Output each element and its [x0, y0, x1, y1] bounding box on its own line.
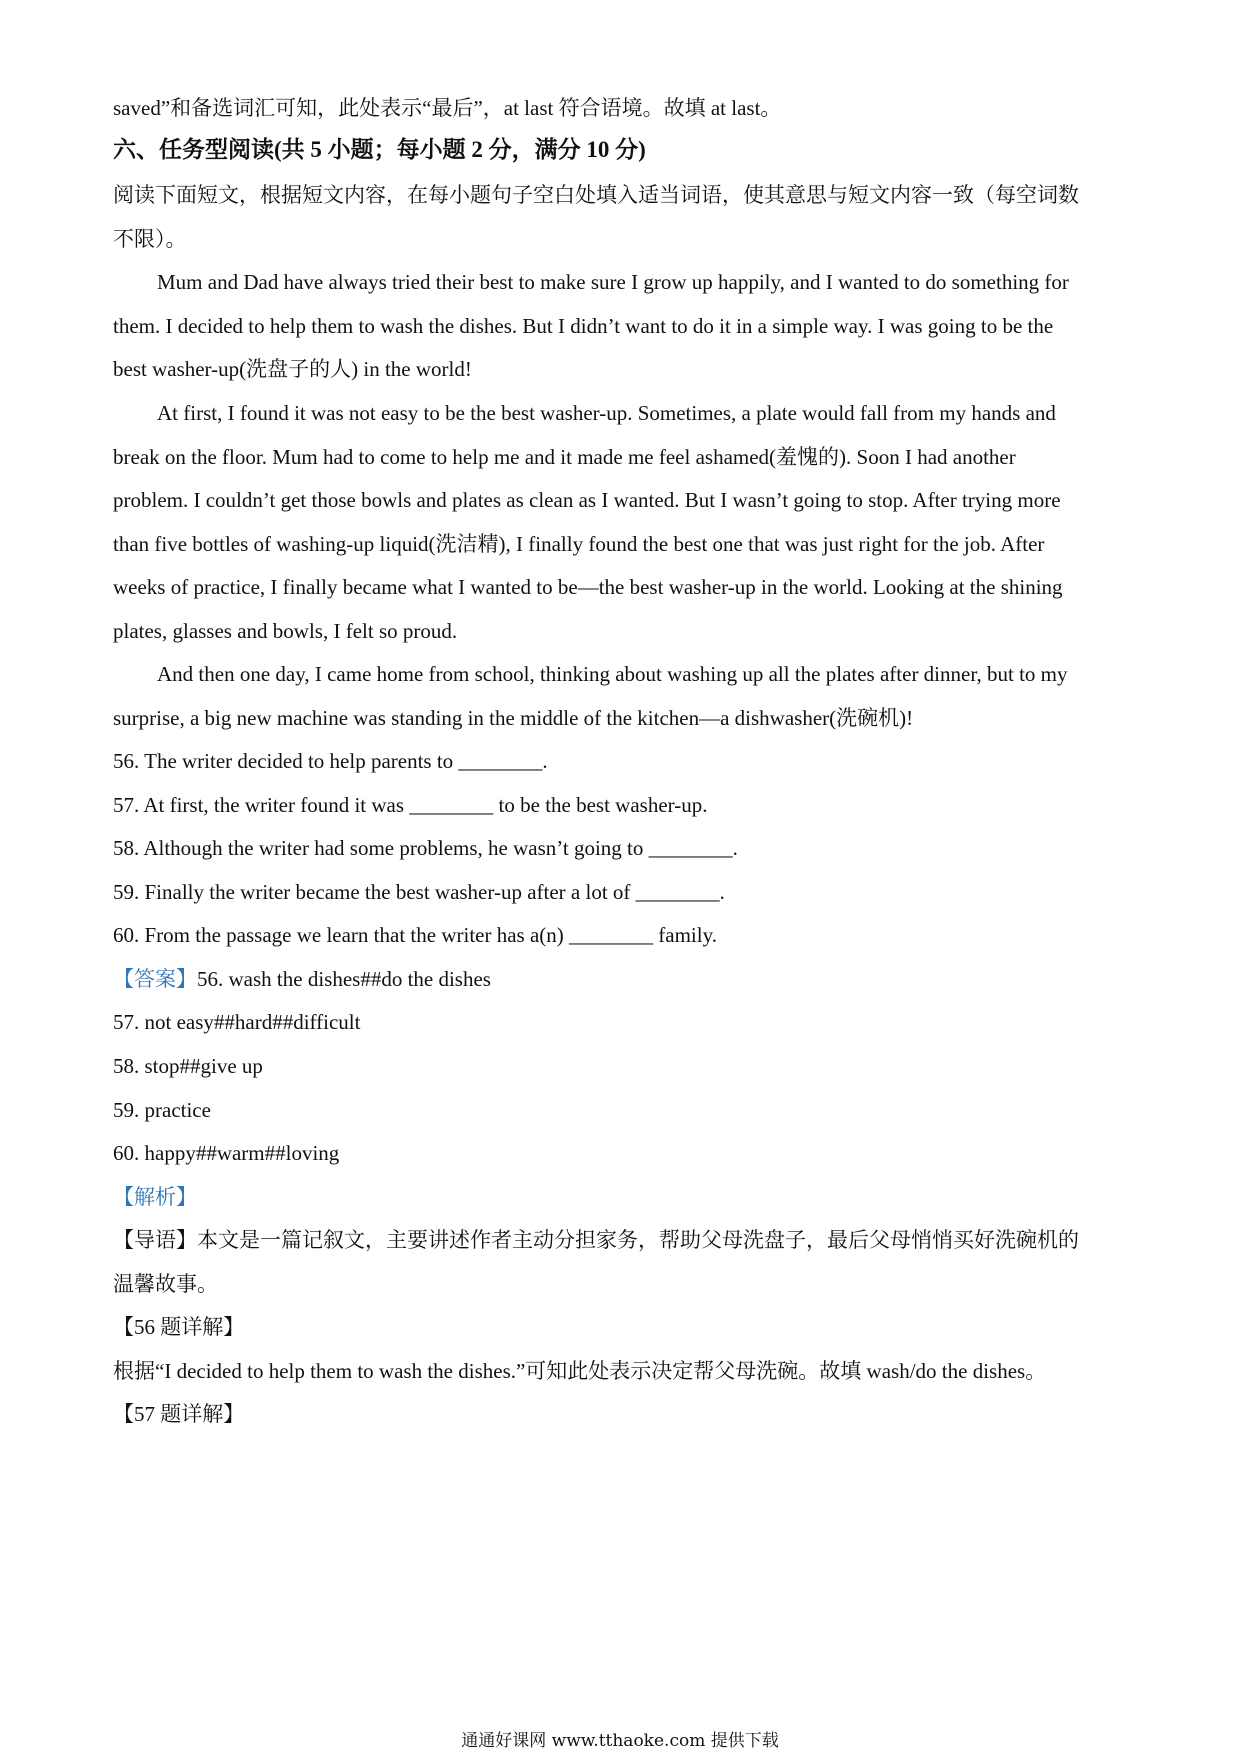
section-title: 六、任务型阅读(共 5 小题；每小题 2 分，满分 10 分)	[113, 137, 646, 162]
passage-paragraph-2-line: At first, I found it was not easy to be the best washer-up. Sometimes, a plate would fall from my hands and	[157, 401, 1056, 425]
passage-paragraph-2-line: than five bottles of washing-up liquid(洗洁精), I finally found the best one that was just right for the job. After	[113, 532, 1045, 556]
answer-line	[113, 965, 491, 993]
instructions-line-2: 不限）。	[113, 227, 187, 251]
answer-58: 58. stop##give up	[113, 1054, 263, 1078]
answer-label: 【答案】	[113, 967, 197, 991]
question-57: 57. At first, the writer found it was ________ to be the best washer-up.	[113, 793, 708, 817]
passage-paragraph-3-line: surprise, a big new machine was standing in the middle of the kitchen—a dishwasher(洗碗机)!	[113, 706, 914, 730]
question-56: 56. The writer decided to help parents to ________.	[113, 749, 548, 773]
passage-paragraph-2-line: break on the floor. Mum had to come to help me and it made me feel ashamed(羞愧的). Soon I had another	[113, 445, 1016, 469]
question-59: 59. Finally the writer became the best washer-up after a lot of ________.	[113, 880, 725, 904]
detail-56-label: 【56 题详解】	[113, 1315, 245, 1339]
question-60: 60. From the passage we learn that the writer has a(n) ________ family.	[113, 923, 717, 947]
previous-explanation-line: saved”和备选词汇可知，此处表示“最后”，at last 符合语境。故填 at last。	[113, 96, 782, 120]
question-58: 58. Although the writer had some problems, he wasn’t going to ________.	[113, 836, 738, 860]
answer-60: 60. happy##warm##loving	[113, 1141, 340, 1165]
answer-59: 59. practice	[113, 1098, 211, 1122]
guide-line-1: 【导语】本文是一篇记叙文，主要讲述作者主动分担家务，帮助父母洗盘子，最后父母悄悄买好洗碗机的	[113, 1228, 1079, 1252]
answer-57: 57. not easy##hard##difficult	[113, 1010, 361, 1034]
passage-paragraph-2-line: plates, glasses and bowls, I felt so proud.	[113, 619, 458, 643]
passage-paragraph-1-line: them. I decided to help them to wash the dishes. But I didn’t want to do it in a simple way. I was going to be the	[113, 314, 1054, 338]
detail-56-text: 根据“I decided to help them to wash the dishes.”可知此处表示决定帮父母洗碗。故填 wash/do the dishes。	[113, 1359, 1047, 1383]
passage-paragraph-1-line: Mum and Dad have always tried their best to make sure I grow up happily, and I wanted to do something for	[157, 270, 1069, 294]
answer-56: 56. wash the dishes##do the dishes	[197, 967, 491, 991]
instructions-line-1: 阅读下面短文，根据短文内容，在每小题句子空白处填入适当词语，使其意思与短文内容一致（每空词数	[113, 183, 1079, 207]
detail-57-label: 【57 题详解】	[113, 1402, 245, 1426]
passage-paragraph-3-line: And then one day, I came home from school, thinking about washing up all the plates after dinner, but to my	[157, 662, 1068, 686]
analysis-label: 【解析】	[113, 1185, 197, 1209]
page-footer: 通通好课网 www.tthaoke.com 提供下载	[461, 1731, 779, 1751]
guide-line-2: 温馨故事。	[113, 1272, 218, 1296]
passage-paragraph-2-line: problem. I couldn’t get those bowls and plates as clean as I wanted. But I wasn’t going to stop. After trying more	[113, 488, 1061, 512]
passage-paragraph-1-line: best washer-up(洗盘子的人) in the world!	[113, 357, 472, 381]
passage-paragraph-2-line: weeks of practice, I finally became what I wanted to be—the best washer-up in the world. Looking at the shining	[113, 575, 1063, 599]
